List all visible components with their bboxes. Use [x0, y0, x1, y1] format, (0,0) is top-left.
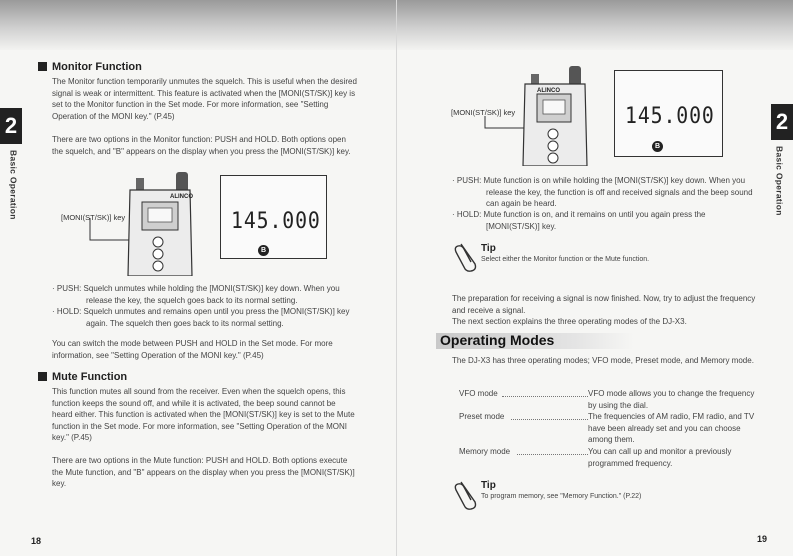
radio-button-3 [548, 153, 558, 163]
mode-term-vfo: VFO mode [459, 389, 498, 398]
radio-button-2 [153, 249, 163, 259]
radio-screen-inner [148, 208, 172, 222]
page-number-right: 19 [757, 534, 768, 544]
top-shading [397, 0, 793, 50]
operating-intro: The DJ-X3 has three operating modes; VFO mode, Preset mode, and Memory mode. [452, 356, 754, 365]
mode-desc-vfo: VFO mode allows you to change the frequency by using the dial. [588, 389, 755, 410]
prep-text: The preparation for receiving a signal is now finished. Now, try to adjust the frequency and receive a signal. [452, 294, 756, 315]
lcd-display-right [614, 70, 723, 157]
mute-push-item: · PUSH: Mute function is on while holding the [MONI(ST/SK)] key down. When you release the key, the function is off and received signals and the beep sound can again be heard. [452, 176, 753, 209]
monitor-options: There are two options in the Monitor function: PUSH and HOLD. Both options open the squelch, and "B" appears on the display when you press the [MONI(ST/SK)] key. [52, 135, 351, 156]
tip2-text: To program memory, see "Memory Function." (P.22) [481, 493, 642, 500]
page-number-left: 18 [31, 536, 42, 546]
radio-button-2 [548, 141, 558, 151]
monitor-switch-note: You can switch the mode between PUSH and HOLD in the Set mode. For more information, see "Setting Operation of the MONI key." (P.45) [52, 339, 333, 360]
lcd-frequency: 145.000 [231, 209, 321, 234]
radio-illustration [80, 168, 220, 276]
lcd-b-indicator: B [258, 245, 269, 256]
monitor-heading: Monitor Function [38, 62, 142, 74]
key-leader-line [485, 116, 527, 128]
moni-key-label: [MONI(ST/SK)] key [61, 213, 126, 222]
mute-options: There are two options in the Mute function: PUSH and HOLD. Both options execute the Mute function, and "B" appears on the display when you press the [MONI(ST/SK)] key. [52, 456, 355, 489]
tip1-text: Select either the Monitor function or the Mute function. [481, 256, 650, 263]
radio-brand-text: ALINCO [537, 88, 560, 94]
monitor-push-item: · PUSH: Squelch unmutes while holding the [MONI(ST/SK)] key down. When you release the key, the squelch goes back to its normal setting. [52, 284, 340, 305]
heading-square-icon [38, 372, 47, 381]
next-section-text: The next section explains the three operating modes of the DJ-X3. [452, 317, 687, 326]
operating-modes-heading: Operating Modes [436, 333, 634, 349]
lcd-frequency-right: 145.000 [625, 104, 715, 129]
paperclip-icon [453, 478, 479, 512]
radio-brand-text: ALINCO [170, 194, 193, 200]
radio-knob-large [569, 66, 581, 86]
monitor-intro: The Monitor function temporarily unmutes the squelch. This is useful when the desired signal is weak or intermittent. This feature is activated when the [MONI(ST/SK)] key is set to the Monitor function in the Set mode. For more information, see "Setting Operation of the MONI key." (P.45) [52, 77, 357, 121]
moni-key-label-right: [MONI(ST/SK)] key [451, 108, 516, 117]
mute-heading: Mute Function [38, 372, 127, 384]
radio-button-1 [153, 237, 163, 247]
chapter-tab-right: 2 [771, 104, 793, 140]
chapter-label-right: Basic Operation [774, 146, 785, 216]
top-shading [0, 0, 397, 50]
leader-dots [511, 419, 588, 420]
radio-button-3 [153, 261, 163, 271]
paperclip-icon [453, 240, 479, 274]
tip1-title: Tip [481, 243, 496, 254]
radio-screen-inner [543, 100, 565, 114]
key-leader-line [90, 218, 130, 240]
chapter-label-left: Basic Operation [8, 150, 19, 220]
mode-desc-memory: You can call up and monitor a previously programmed frequency. [588, 447, 732, 468]
lcd-display [220, 175, 327, 259]
chapter-tab-left: 2 [0, 108, 22, 144]
mode-term-memory: Memory mode [459, 447, 511, 456]
monitor-hold-item: · HOLD: Squelch unmutes and remains open until you press the [MONI(ST/SK)] key again. The squelch then goes back to its normal setting. [52, 307, 350, 328]
radio-button-1 [548, 129, 558, 139]
right-page [397, 0, 793, 556]
mode-term-preset: Preset mode [459, 412, 505, 421]
lcd-b-indicator-right: B [652, 141, 663, 152]
leader-dots [517, 454, 588, 455]
mute-hold-item: · HOLD: Mute function is on, and it remains on until you again press the [MONI(ST/SK)] key. [452, 210, 706, 231]
radio-illustration-right [479, 64, 589, 166]
mute-intro: This function mutes all sound from the receiver. Even when the squelch opens, this function keeps the sound off, and while it is activated, the beep sound cannot be heard either. This function is activated when the [MONI(ST/SK)] key is set to the Mute function in the Set mode. For more information, see "Setting Operation of the MONI key." (P.45) [52, 387, 355, 443]
heading-square-icon [38, 62, 47, 71]
leader-dots [502, 396, 588, 397]
tip2-title: Tip [481, 480, 496, 491]
mode-desc-preset: The frequencies of AM radio, FM radio, and TV have been already set and you can choose among them. [588, 412, 755, 445]
